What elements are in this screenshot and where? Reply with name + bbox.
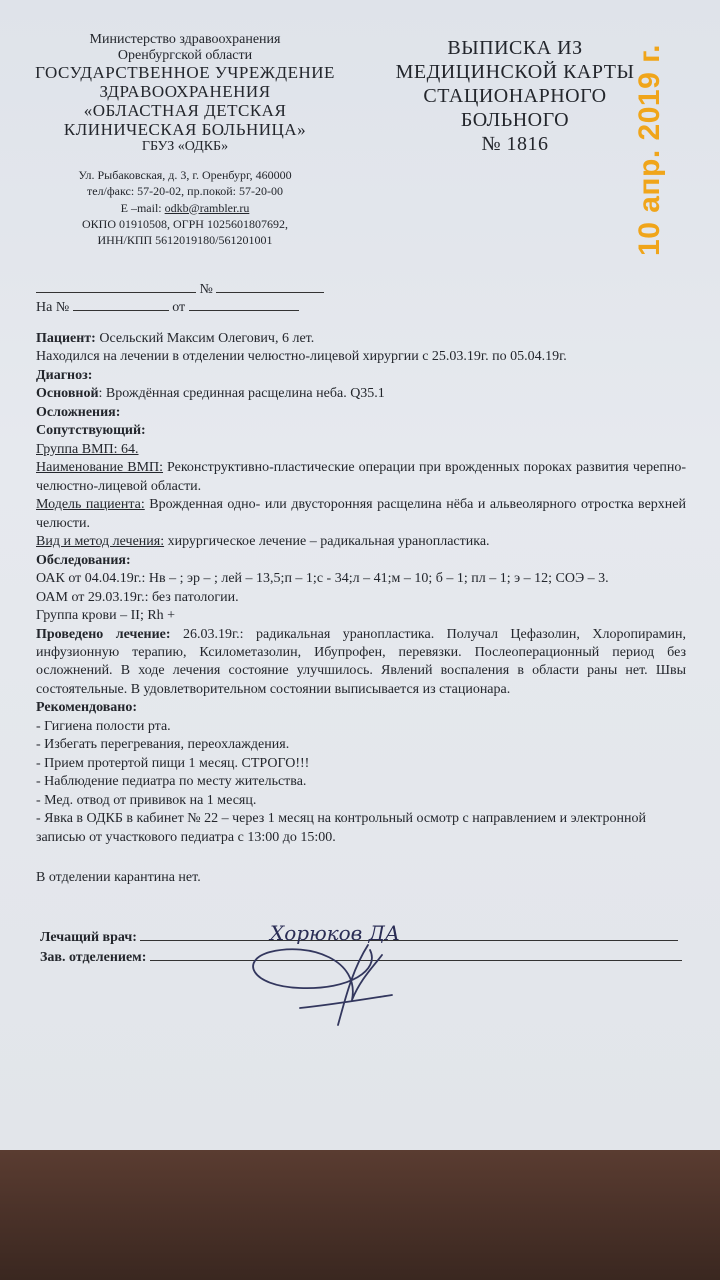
institution-line-1: ГОСУДАРСТВЕННОЕ УЧРЕЖДЕНИЕ bbox=[35, 63, 335, 83]
treatment-value: 26.03.19г.: радикальная уранопластика. Получал Цефазолин, Хлоропирамин, инфузионную терапию, Ксилометазолин, Ибупрофен, перевязки. Послеоперационный период без осложнений. В ходе лечения состояние улучшилось. Явлений воспаления в области раны нет. Швы состоятельные. В удовлетворительном состоянии выписывается из стационара. bbox=[36, 626, 686, 697]
patient-model-value: Врожденная одно- или двусторонняя расщелина нёба и альвеолярного отростка верхней челюсти. bbox=[36, 497, 686, 531]
region-line: Оренбургской области bbox=[117, 47, 253, 63]
institution-line-4: КЛИНИЧЕСКАЯ БОЛЬНИЦА» bbox=[63, 120, 307, 140]
recommendation-item: - Мед. отвод от прививок на 1 месяц. bbox=[36, 792, 257, 808]
patient-label: Пациент: bbox=[36, 331, 96, 346]
complications-label: Осложнения: bbox=[36, 404, 121, 420]
vmp-name-value: Реконструктивно-пластические операции при врожденных пороках развития черепно-челюстно-лицевой области. bbox=[36, 460, 686, 494]
email-label: E –mail: bbox=[120, 200, 165, 215]
recommendation-item: - Наблюдение педиатра по месту жительства. bbox=[36, 774, 307, 790]
quarantine-note: В отделении карантина нет. bbox=[36, 870, 201, 886]
institution-short-name: ГБУЗ «ОДКБ» bbox=[141, 139, 229, 155]
background-surface bbox=[0, 1150, 720, 1280]
okpo: ОКПО 01910508, ОГРН 1025601807692, bbox=[82, 216, 288, 231]
treatment-method-value: хирургическое лечение – радикальная уранопластика. bbox=[164, 534, 490, 550]
document-number: № 1816 bbox=[481, 133, 549, 155]
patient-model-label: Модель пациента: bbox=[36, 497, 145, 513]
oak-line: ОАК от 04.04.19г.: Нв – ; эр – ; лей – 13,5;п – 1;с - 34;л – 41;м – 10; б – 1; пл – 1; э – 12; СОЭ – 3. bbox=[36, 571, 609, 587]
ref-ot-label: от bbox=[172, 300, 186, 315]
institution-line-2: ЗДРАВООХРАНЕНИЯ bbox=[99, 82, 271, 102]
phone: тел/факс: 57-20-02, пр.покой: 57-20-00 bbox=[87, 184, 283, 199]
patient-value: Осельский Максим Олегович, 6 лет. bbox=[95, 331, 315, 346]
stamp-date: 10 апр. 2019 г. bbox=[633, 44, 666, 256]
title-line-2: МЕДИЦИНСКОЙ КАРТЫ bbox=[395, 61, 635, 83]
stay-line: Находился на лечении в отделении челюстно-лицевой хирургии с 25.03.19г. по 05.04.19г. bbox=[36, 349, 567, 365]
recommendation-item: - Избегать перегревания, переохлаждения. bbox=[36, 737, 290, 753]
ministry-line: Министерство здравоохранения bbox=[89, 32, 281, 47]
oam-line: ОАМ от 29.03.19г.: без патологии. bbox=[36, 589, 239, 605]
vmp-name-label: Наименование ВМП: bbox=[36, 460, 164, 476]
address: Ул. Рыбаковская, д. 3, г. Оренбург, 460000 bbox=[78, 168, 292, 183]
vmp-group: Группа ВМП: 64. bbox=[36, 441, 139, 457]
blood-group-line: Группа крови – II; Rh + bbox=[36, 608, 176, 624]
head-label: Зав. отделением: bbox=[40, 950, 147, 965]
recommendations-label: Рекомендовано: bbox=[36, 700, 138, 716]
title-line-4: БОЛЬНОГО bbox=[460, 109, 570, 131]
ref-na-label: На № bbox=[36, 300, 70, 315]
treatment-method-label: Вид и метод лечения: bbox=[36, 534, 165, 550]
email-link[interactable]: odkb@rambler.ru bbox=[164, 200, 250, 215]
handwritten-name: Хорюков ДА bbox=[270, 921, 401, 945]
exams-label: Обследования: bbox=[36, 552, 131, 568]
main-diagnosis-value: : Врождённая срединная расщелина неба. Q35.1 bbox=[98, 386, 385, 402]
ref-no-label: № bbox=[199, 282, 213, 297]
doctor-label: Лечащий врач: bbox=[40, 930, 137, 945]
diagnosis-label: Диагноз: bbox=[36, 367, 93, 383]
signature-scribble bbox=[253, 945, 392, 1025]
recommendation-item: - Гигиена полости рта. bbox=[36, 718, 171, 734]
recommendation-item: - Прием протертой пищи 1 месяц. СТРОГО!!! bbox=[36, 755, 310, 771]
recommendation-item: - Явка в ОДКБ в кабинет № 22 – через 1 месяц на контрольный осмотр с направлением и электронной записью от участкового педиатра с 13:00 до 15:00. bbox=[36, 811, 646, 845]
title-line-1: ВЫПИСКА ИЗ bbox=[447, 37, 583, 59]
main-diagnosis-label: Основной bbox=[36, 386, 99, 402]
inn: ИНН/КПП 5612019180/561201001 bbox=[97, 232, 273, 247]
treatment-label: Проведено лечение: bbox=[36, 626, 171, 642]
concomitant-label: Сопутствующий: bbox=[36, 423, 146, 439]
title-line-3: СТАЦИОНАРНОГО bbox=[423, 85, 607, 107]
institution-line-3: «ОБЛАСТНАЯ ДЕТСКАЯ bbox=[83, 101, 287, 121]
